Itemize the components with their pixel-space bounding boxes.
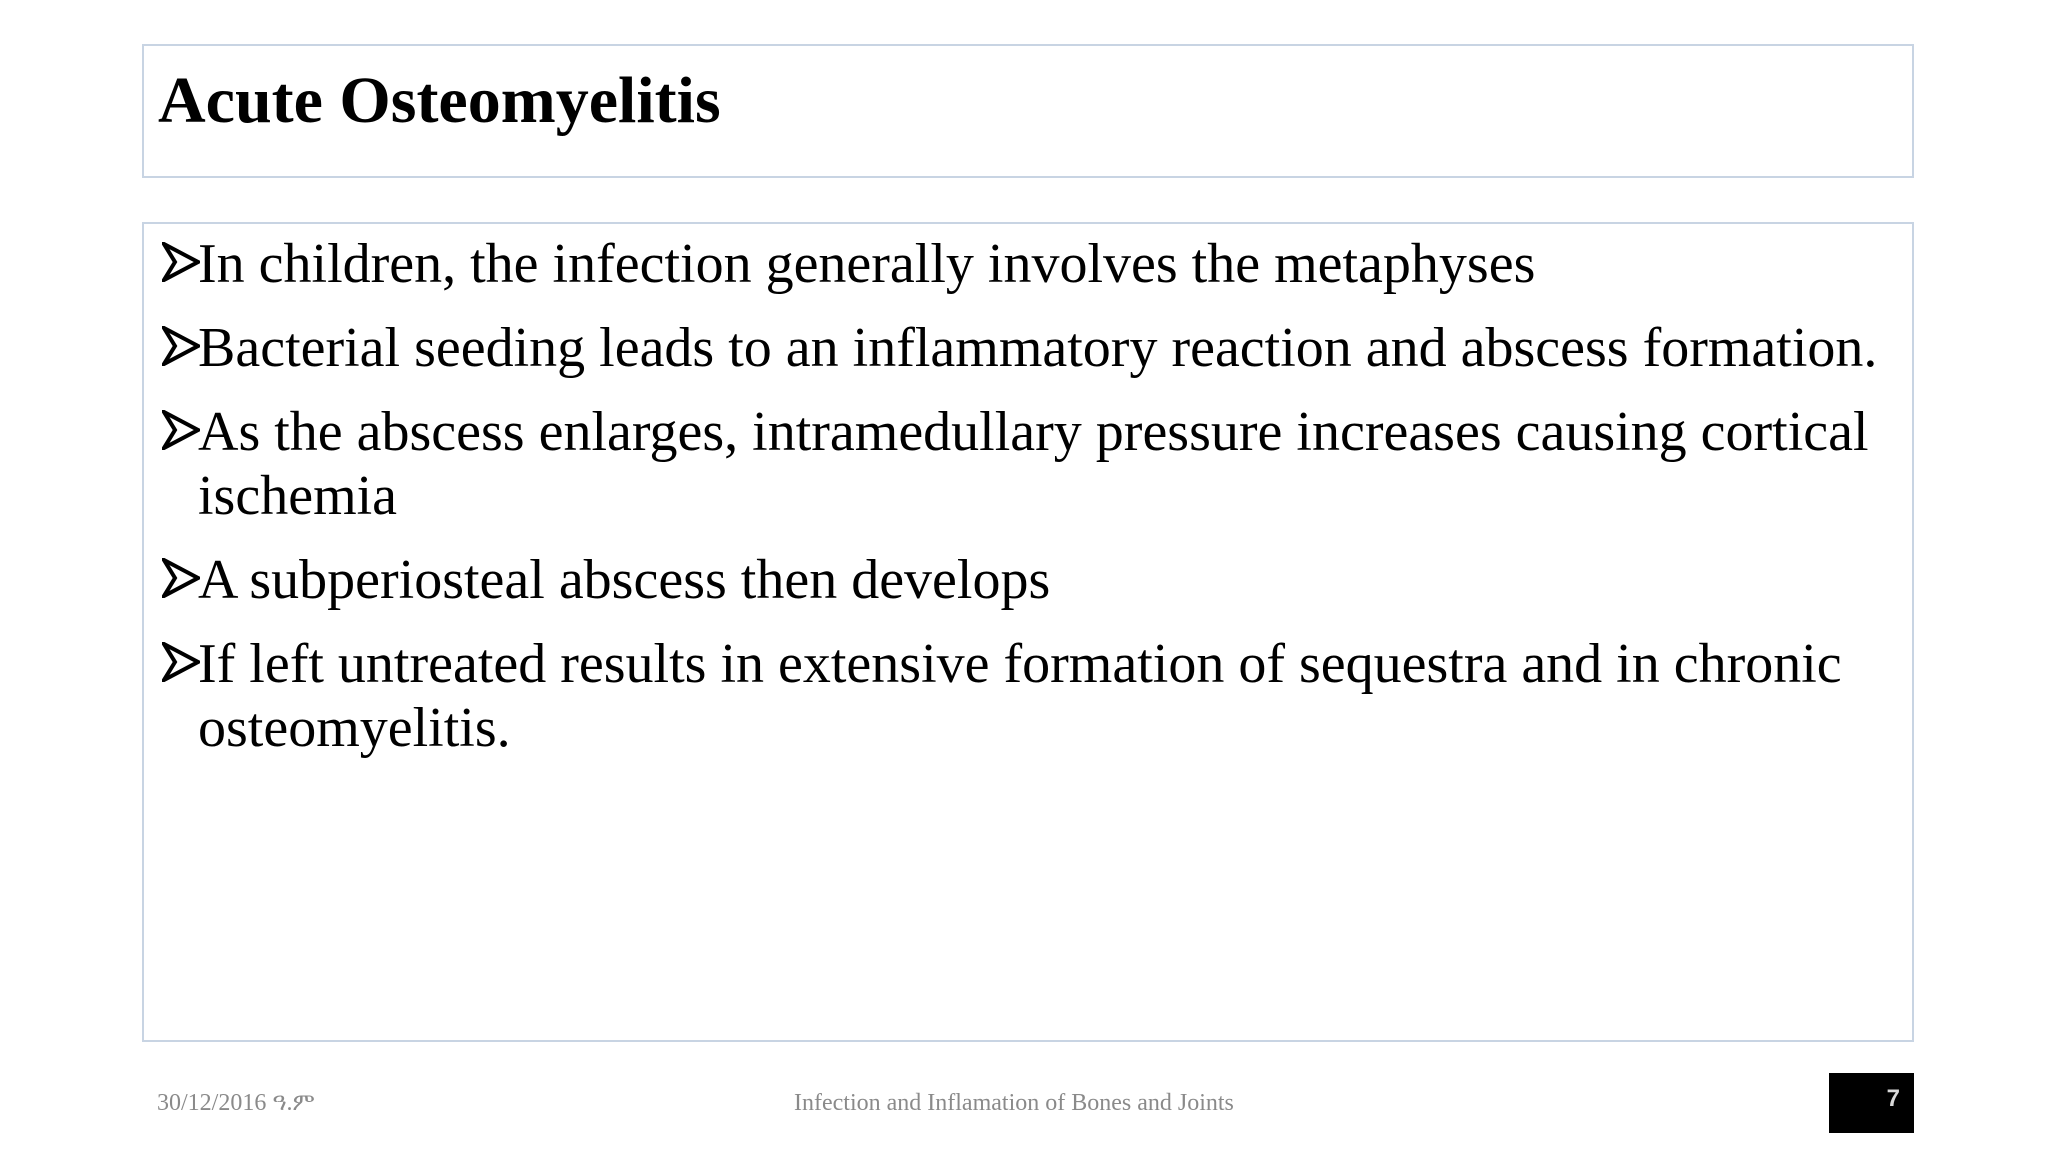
page-number-box — [1829, 1073, 1914, 1133]
title-placeholder — [142, 44, 1914, 178]
bullet-item — [162, 316, 1892, 380]
bullet-item — [162, 400, 1892, 528]
arrowhead-bullet-icon — [162, 410, 200, 450]
arrowhead-bullet-icon — [162, 326, 200, 366]
page-number: 7 — [1886, 1085, 1900, 1112]
bullet-item — [162, 632, 1892, 760]
bullet-text: As the abscess enlarges, intramedullary pressure increases causing cortical ischemia — [198, 401, 1869, 527]
arrowhead-bullet-icon — [162, 558, 200, 598]
bullet-item — [162, 548, 1892, 612]
bullet-text: A subperiosteal abscess then develops — [198, 549, 1051, 611]
bullet-item — [162, 232, 1892, 296]
footer-title: Infection and Inflamation of Bones and Joints — [794, 1090, 1234, 1116]
bullet-text: Bacterial seeding leads to an inflammatory reaction and abscess formation. — [198, 317, 1878, 379]
footer-date: 30/12/2016 ዓ.ም — [157, 1090, 315, 1116]
arrowhead-bullet-icon — [162, 642, 200, 682]
bullet-list — [162, 232, 1892, 780]
content-placeholder — [142, 222, 1914, 1042]
arrowhead-bullet-icon — [162, 242, 200, 282]
bullet-text: If left untreated results in extensive formation of sequestra and in chronic osteomyelitis. — [198, 633, 1842, 759]
slide-title: Acute Osteomyelitis — [158, 64, 721, 137]
bullet-text: In children, the infection generally involves the metaphyses — [198, 233, 1536, 295]
